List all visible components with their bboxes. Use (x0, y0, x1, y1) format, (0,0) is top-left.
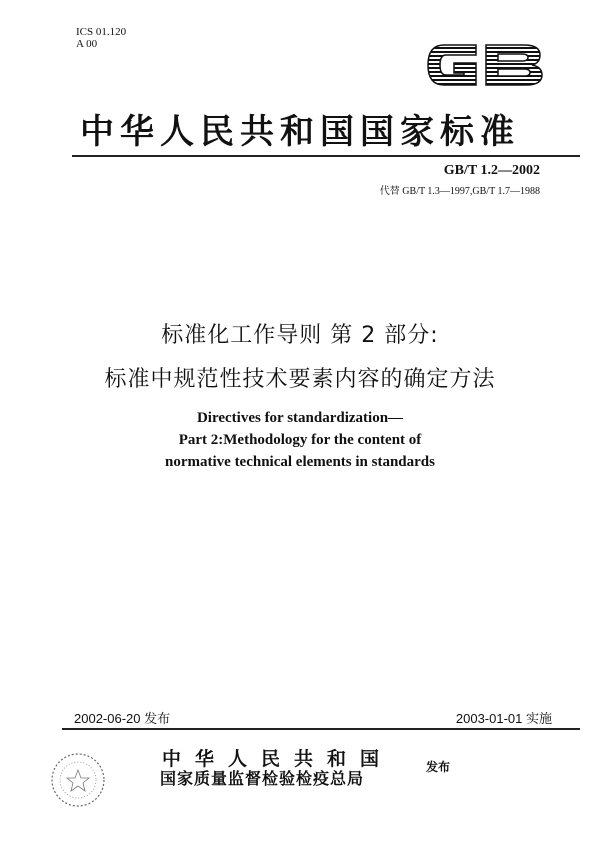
chinese-title-line2: 标准中规范性技术要素内容的确定方法 (104, 367, 496, 392)
publisher-line1: 中华人民共和国 (162, 748, 394, 770)
ccs-code: A 00 (76, 38, 98, 50)
ics-code: ICS 01.120 (76, 26, 127, 38)
official-seal-icon (48, 750, 108, 810)
standard-number: GB/T 1.2—2002 (443, 163, 540, 178)
issue-date: 2002-06-20 发布 (74, 711, 171, 726)
national-standard-title: 中华人民共和国国家标准 (80, 112, 520, 152)
publisher-line2: 国家质量监督检验检疫总局 (160, 769, 365, 788)
english-title-line2: Part 2:Methodology for the content of (178, 432, 422, 448)
footer-divider (62, 728, 580, 730)
header-divider (72, 155, 580, 157)
gb-logo (420, 35, 548, 95)
english-title-line3: normative technical elements in standards (165, 454, 435, 470)
classification-codes (76, 26, 126, 50)
implementation-date: 2003-01-01 实施 (455, 711, 552, 726)
replaces-note: 代替 GB/T 1.3—1997,GB/T 1.7—1988 (379, 186, 540, 197)
publish-label: 发布 (426, 760, 451, 774)
english-title-line1: Directives for standardization— (196, 410, 404, 426)
chinese-title-line1: 标准化工作导则 第 2 部分: (161, 323, 439, 348)
